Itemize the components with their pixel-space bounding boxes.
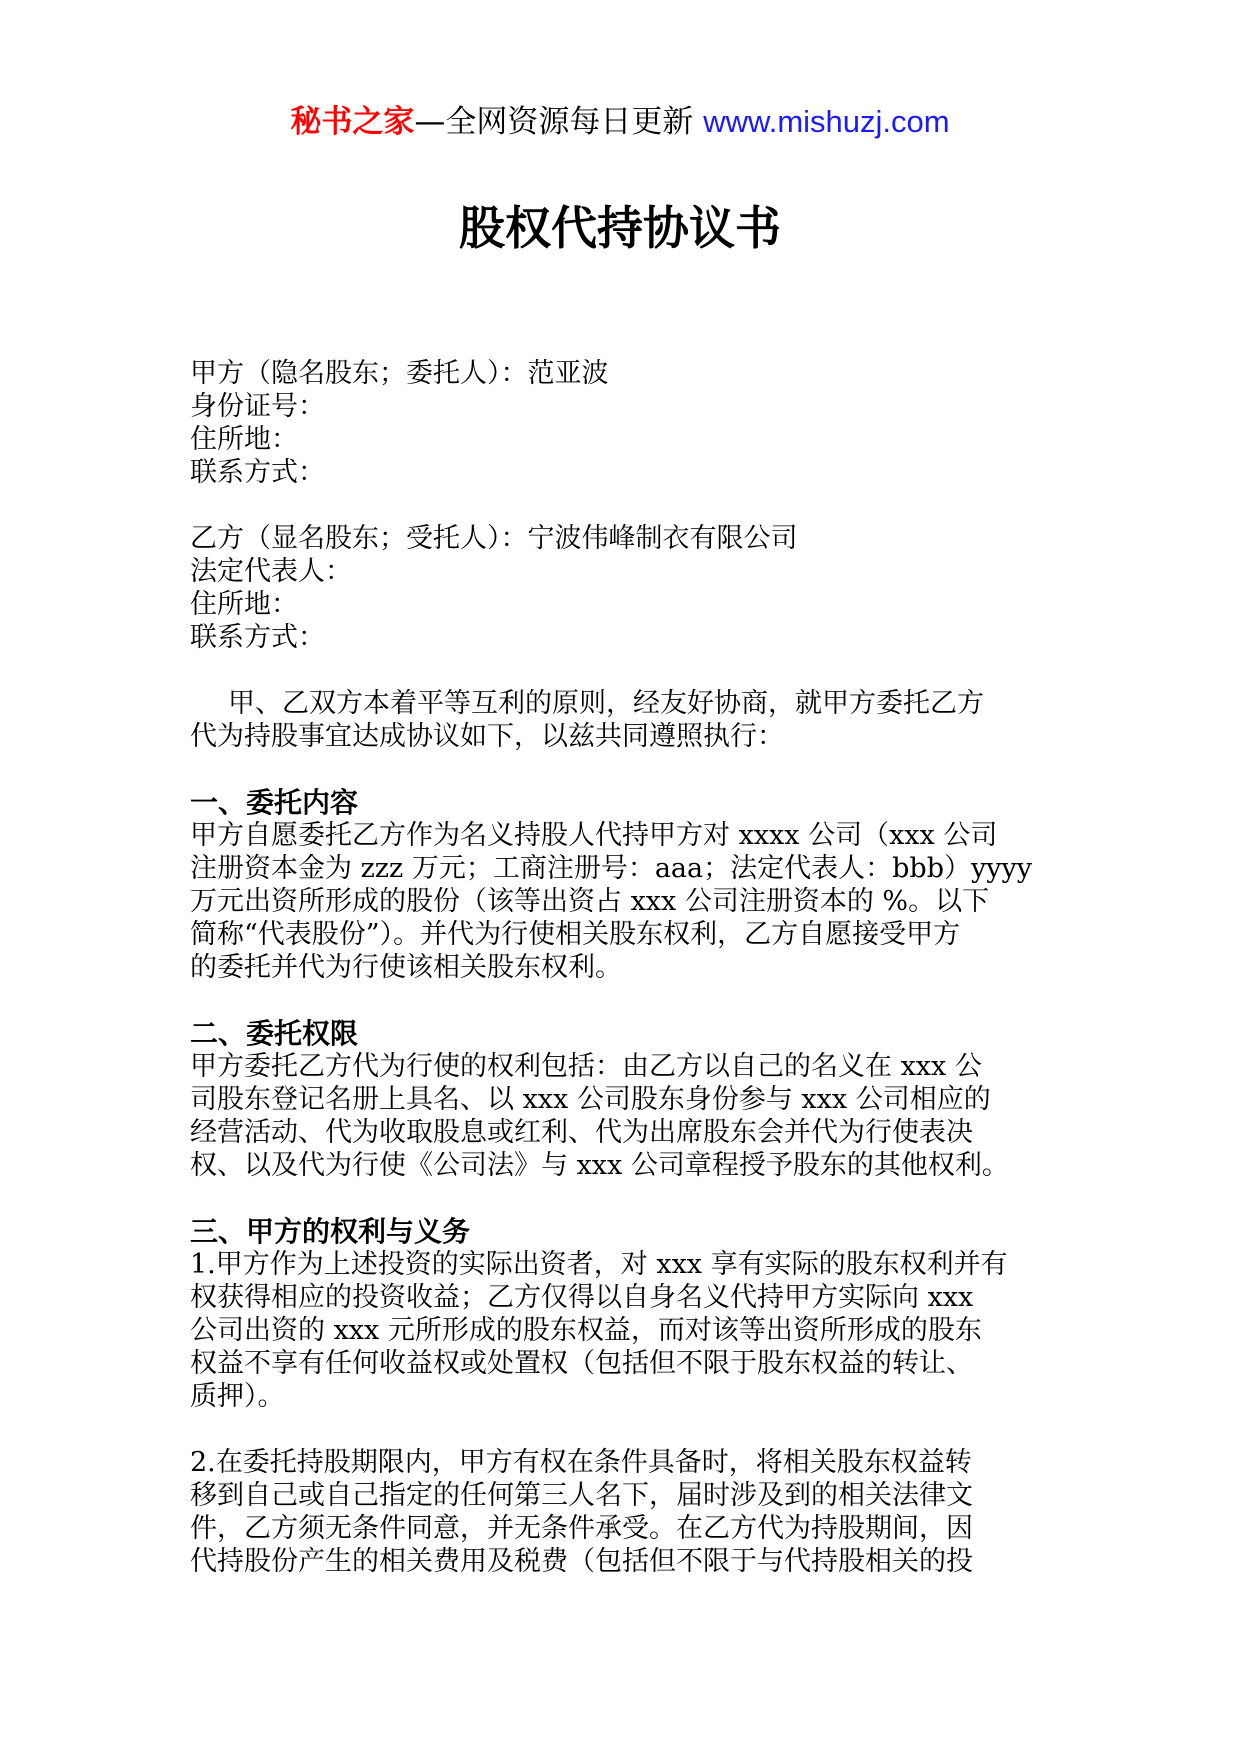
- preamble-line: 甲、乙双方本着平等互利的原则，经友好协商，就甲方委托乙方: [228, 688, 984, 719]
- section-3: [190, 1215, 1060, 1578]
- section-3-item-2-line: 代持股份产生的相关费用及税费（包括但不限于与代持股相关的投: [190, 1546, 973, 1577]
- section-1-line: 的委托并代为行使该相关股东权利。: [190, 952, 622, 983]
- section-1-line: 甲方自愿委托乙方作为名义持股人代持甲方对 xxxx 公司（xxx 公司: [190, 820, 998, 851]
- document-title: 股权代持协议书: [459, 201, 781, 255]
- section-3-item-1-line: 1.甲方作为上述投资的实际出资者，对 xxx 享有实际的股东权利并有: [190, 1249, 1008, 1280]
- section-3-item-2-line: 件，乙方须无条件同意，并无条件承受。在乙方代为持股期间，因: [190, 1513, 973, 1544]
- section-1-heading: 一、委托内容: [190, 786, 359, 819]
- section-2-line: 甲方委托乙方代为行使的权利包括：由乙方以自己的名义在 xxx 公: [190, 1051, 982, 1082]
- section-2: [190, 1017, 1060, 1182]
- section-3-item-2-line: 2.在委托持股期限内，甲方有权在条件具备时，将相关股东权益转: [190, 1447, 972, 1478]
- party-a-name: 甲方（隐名股东；委托人）：范亚波: [190, 358, 609, 389]
- banner-brand: 秘书之家: [290, 104, 415, 140]
- party-b-rep-label: 法定代表人：: [190, 556, 352, 587]
- section-2-line: 司股东登记名册上具名、以 xxx 公司股东身份参与 xxx 公司相应的: [190, 1084, 991, 1115]
- spacer: [190, 489, 1060, 522]
- section-3-item-1-line: 质押）。: [190, 1381, 285, 1412]
- party-a-address-label: 住所地：: [190, 424, 298, 455]
- section-2-line: 经营活动、代为收取股息或红利、代为出席股东会并代为行使表决: [190, 1117, 973, 1148]
- section-1-line: 万元出资所形成的股份（该等出资占 xxx 公司注册资本的 %。以下: [190, 886, 990, 917]
- party-b-address-label: 住所地：: [190, 589, 298, 620]
- spacer: [190, 1413, 1060, 1446]
- party-b-name: 乙方（显名股东；受托人）：宁波伟峰制衣有限公司: [190, 523, 798, 554]
- spacer: [190, 753, 1060, 786]
- preamble-paragraph: [190, 687, 1060, 753]
- section-3-item-1-line: 权益不享有任何收益权或处置权（包括但不限于股东权益的转让、: [190, 1348, 973, 1379]
- party-b-contact-label: 联系方式：: [190, 622, 325, 653]
- section-3-item-1-line: 权获得相应的投资收益；乙方仅得以自身名义代持甲方实际向 xxx: [190, 1282, 974, 1313]
- website-banner: [0, 100, 1240, 144]
- document-body: [190, 357, 1060, 1578]
- party-a-id-label: 身份证号：: [190, 391, 325, 422]
- spacer: [190, 654, 1060, 687]
- section-1-line: 注册资本金为 zzz 万元；工商注册号：aaa；法定代表人：bbb）yyyy: [190, 853, 1032, 884]
- party-b-block: [190, 522, 1060, 654]
- section-2-line: 权、以及代为行使《公司法》与 xxx 公司章程授予股东的其他权利。: [190, 1150, 1009, 1181]
- section-1-line: 简称“代表股份”）。并代为行使相关股东权利，乙方自愿接受甲方: [190, 919, 961, 950]
- spacer: [190, 1182, 1060, 1215]
- preamble-line: 代为持股事宜达成协议如下，以兹共同遵照执行：: [190, 721, 784, 752]
- banner-slogan: —全网资源每日更新: [414, 104, 694, 140]
- section-3-item-2-line: 移到自己或自己指定的任何第三人名下，届时涉及到的相关法律文: [190, 1480, 973, 1511]
- section-3-heading: 三、甲方的权利与义务: [190, 1215, 471, 1248]
- spacer: [190, 984, 1060, 1017]
- section-1: [190, 786, 1060, 984]
- section-3-item-1-line: 公司出资的 xxx 元所形成的股东权益，而对该等出资所形成的股东: [190, 1315, 982, 1346]
- party-a-block: [190, 357, 1060, 489]
- section-2-heading: 二、委托权限: [190, 1017, 359, 1050]
- party-a-contact-label: 联系方式：: [190, 457, 325, 488]
- banner-site-url[interactable]: www.mishuzj.com: [703, 104, 950, 139]
